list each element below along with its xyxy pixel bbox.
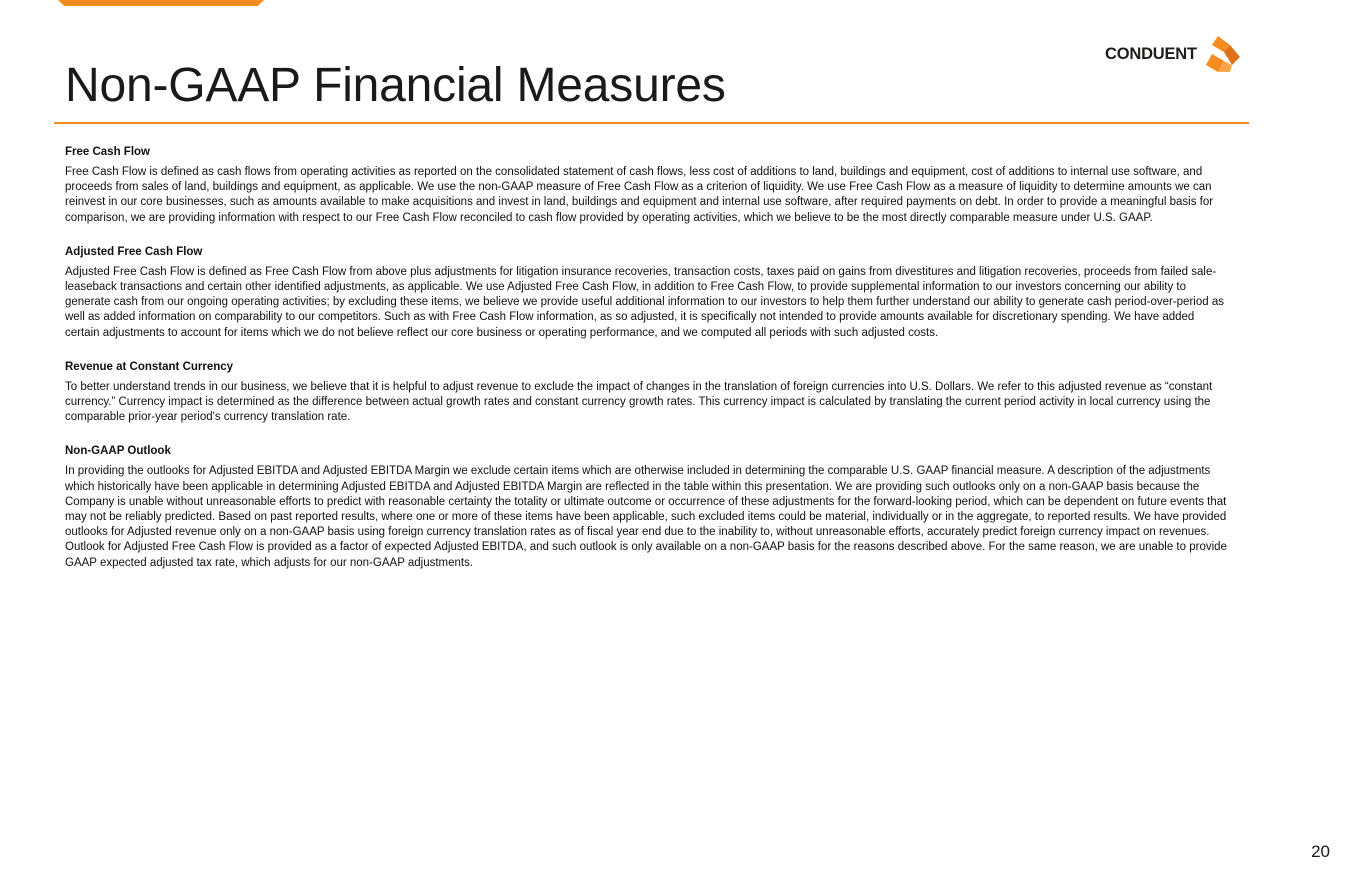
section-non-gaap-outlook [65,444,1227,570]
section-heading: Non-GAAP Outlook [65,445,171,458]
title-divider [54,122,1249,124]
page-number: 20 [1311,842,1330,861]
section-revenue-constant-currency [65,360,1227,426]
section-body: In providing the outlooks for Adjusted EBITDA and Adjusted EBITDA Margin we exclude certain items which are otherwise included in determining the comparable U.S. GAAP financial measure. A description of the adjustments which historically have been applicable in determining Adjusted EBITDA and Adjusted EBITDA Margin are reflected in the table within this presentation. We are providing such outlooks only on a non-GAAP basis because the Company is unable without unreasonable efforts to predict with reasonable certainty the totality or ultimate outcome or occurrence of these adjustments for the forward-looking period, which can be dependent on future events that may not be reliably predicted. Based on past reported results, where one or more of these items have been applicable, such excluded items could be material, individually or in the aggregate, to reported results. We have provided outlooks for Adjusted revenue only on a non-GAAP basis using foreign currency translation rates as of fiscal year end due to the inability to, without unreasonable efforts, accurately predict foreign currency impact on revenues. Outlook for Adjusted Free Cash Flow is provided as a factor of expected Adjusted EBITDA, and such outlook is only available on a non-GAAP basis for the reasons described above. For the same reason, we are unable to provide GAAP expected adjusted tax rate, which adjusts for our non-GAAP adjustments. [65,465,1227,569]
section-body: To better understand trends in our business, we believe that it is helpful to adjust revenue to exclude the impact of changes in the translation of foreign currencies into U.S. Dollars. We refer to this adjusted revenue as “constant currency.” Currency impact is determined as the difference between actual growth rates and constant currency growth rates. This currency impact is calculated by translating the current period activity in local currency using the comparable prior-year period's currency translation rate. [65,380,1213,424]
conduent-mark-icon [1204,35,1242,73]
section-heading: Adjusted Free Cash Flow [65,245,203,258]
top-accent-bar [58,0,264,6]
section-free-cash-flow [65,145,1227,226]
section-body: Free Cash Flow is defined as cash flows from operating activities as reported on the consolidated statement of cash flows, less cost of additions to land, buildings and equipment, cost of additions to internal use software, and proceeds from sales of land, buildings and equipment, as applicable. We use the non-GAAP measure of Free Cash Flow as a criterion of liquidity. We use Free Cash Flow as a measure of liquidity to determine amounts we can reinvest in our core businesses, such as amounts available to make acquisitions and invest in land, buildings and equipment and internal use software, after required payments on debt. In order to provide a meaningful basis for comparison, we are providing information with respect to our Free Cash Flow reconciled to cash flow provided by operating activities, which we believe to be the most directly comparable measure under U.S. GAAP. [65,166,1214,224]
logo-wordmark: CONDUENT [1105,44,1197,63]
company-logo [1105,34,1242,74]
section-heading: Free Cash Flow [65,146,150,158]
section-adjusted-free-cash-flow [65,245,1227,341]
page-title: Non-GAAP Financial Measures [65,59,726,112]
section-heading: Revenue at Constant Currency [65,360,234,373]
section-body: Adjusted Free Cash Flow is defined as Free Cash Flow from above plus adjustments for litigation insurance recoveries, transaction costs, taxes paid on gains from divestitures and litigation recoveries, proceeds from failed sale-leaseback transactions and certain other identified adjustments, as applicable. We use Adjusted Free Cash Flow, in addition to Free Cash Flow, to provide supplemental information to our investors concerning our ability to generate cash from our ongoing operating activities; by excluding these items, we believe we provide useful additional information to our investors to help them further understand our ability to generate cash period-over-period as well as added information on comparability to our competitors. Such as with Free Cash Flow information, as so adjusted, it is specifically not intended to provide amounts available for discretionary spending. We have added certain adjustments to account for items which we do not believe reflect our core business or operating performance, and we computed all periods with such adjusted costs. [65,265,1224,339]
content-area [65,145,1227,590]
